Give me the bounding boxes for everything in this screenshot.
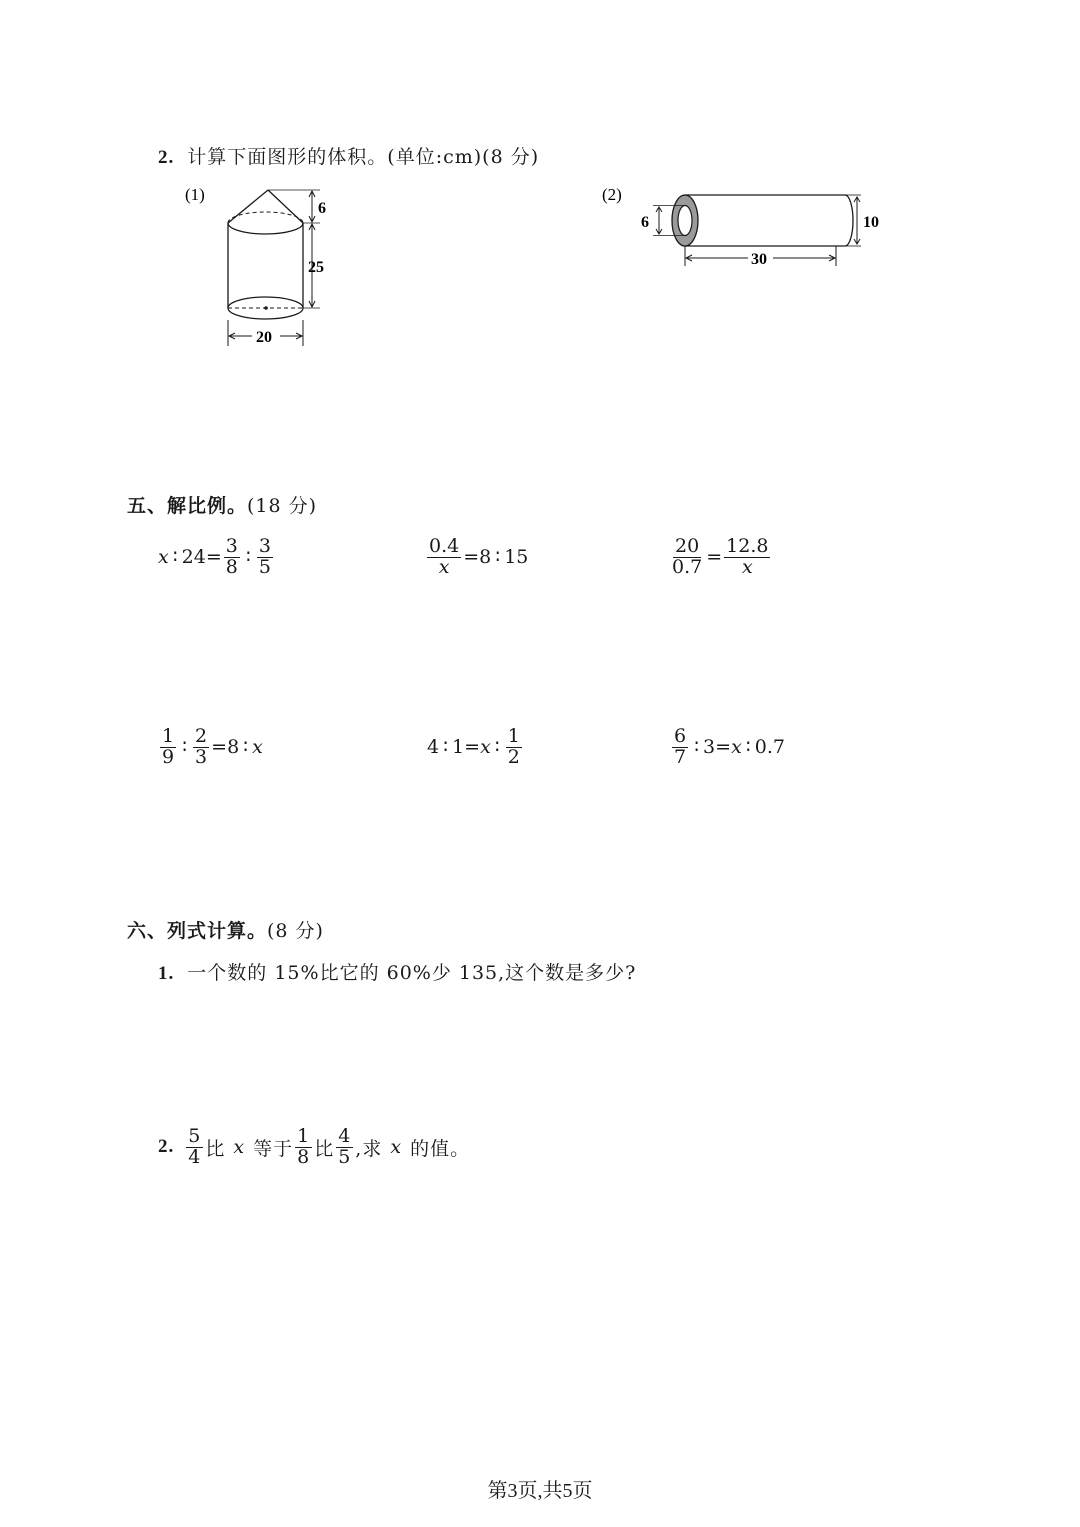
figure-1-label: (1) [185, 185, 205, 204]
fraction [506, 727, 522, 768]
section-5-heading [127, 491, 317, 518]
question-number: 2. [158, 147, 175, 168]
number: 15 [504, 546, 529, 569]
cylinder-height-label: 25 [308, 259, 324, 276]
page-footer: 第3页,共5页 [487, 1480, 593, 1502]
bottom-center-dot [264, 306, 268, 310]
variable-x: x [390, 1136, 403, 1159]
variable-x: x [480, 736, 491, 759]
question-text: 一个数的 15%比它的 60%少 135,这个数是多少? [187, 962, 637, 984]
denominator: 5 [338, 1145, 352, 1168]
numerator: 6 [674, 725, 687, 747]
numerator: 0.4 [429, 535, 460, 557]
question-text: 计算下面图形的体积。(单位:cm)(8 分) [187, 146, 540, 168]
fraction [160, 727, 176, 768]
numerator: 1 [297, 1125, 311, 1147]
number: 8 [227, 736, 240, 759]
inner-diameter-label: 6 [641, 214, 649, 231]
number: 24 [181, 546, 206, 569]
figure-hollow-cylinder [595, 180, 895, 275]
ratio-sign: ∶ [182, 736, 188, 759]
numerator: 12.8 [726, 535, 769, 557]
variable-x: x [158, 546, 169, 569]
section-6-points: (8 分) [267, 920, 324, 942]
denominator: x [741, 555, 753, 578]
proportion-eq-4 [158, 727, 263, 768]
cone-height-label: 6 [318, 200, 326, 217]
ratio-sign: ∶ [745, 736, 751, 759]
section-6-heading [127, 916, 324, 943]
number: 4 [427, 736, 440, 759]
denominator: x [438, 555, 450, 578]
numerator: 3 [225, 535, 238, 557]
proportion-eq-6 [670, 727, 785, 768]
fraction [336, 1127, 353, 1168]
fraction [193, 727, 209, 768]
number: 8 [479, 546, 492, 569]
variable-x: x [233, 1136, 246, 1159]
ratio-sign: ∶ [494, 736, 500, 759]
denominator: 4 [188, 1145, 202, 1168]
length-label: 30 [751, 251, 767, 268]
diameter-label: 20 [256, 329, 272, 346]
text: ,求 [355, 1137, 383, 1160]
numerator: 1 [162, 725, 175, 747]
ratio-sign: ∶ [495, 546, 501, 569]
equals-sign: = [205, 546, 222, 569]
ratio-sign: ∶ [694, 736, 700, 759]
denominator: 7 [674, 745, 687, 768]
proportion-eq-2 [425, 537, 528, 578]
fraction [427, 537, 461, 578]
number: 1 [452, 736, 465, 759]
fraction [670, 537, 704, 578]
ratio-sign: ∶ [245, 546, 251, 569]
fraction [724, 537, 770, 578]
number: 0.7 [754, 736, 785, 759]
pipe-inner-hole [678, 206, 692, 236]
variable-x: x [252, 736, 263, 759]
denominator: 8 [297, 1145, 311, 1168]
denominator: 3 [195, 745, 208, 768]
equals-sign: = [706, 546, 723, 569]
question-number: 2. [158, 1136, 175, 1158]
fraction [257, 537, 273, 578]
section-6-question-1 [158, 958, 636, 985]
denominator: 2 [507, 745, 520, 768]
denominator: 0.7 [672, 555, 703, 578]
ratio-sign: ∶ [243, 736, 249, 759]
denominator: 8 [225, 555, 238, 578]
text: 等于 [253, 1137, 294, 1160]
pipe-right-end [845, 195, 853, 246]
numerator: 1 [507, 725, 520, 747]
question-number: 1. [158, 963, 175, 984]
text: 比 [314, 1137, 335, 1160]
variable-x: x [731, 736, 742, 759]
equals-sign: = [211, 736, 228, 759]
number: 3 [703, 736, 716, 759]
proportion-eq-3 [668, 537, 772, 578]
text: 的值。 [410, 1137, 471, 1160]
section-5-points: (18 分) [247, 495, 318, 517]
cone-left-edge [228, 190, 268, 223]
top-ellipse-front [228, 223, 303, 234]
proportion-eq-1 [158, 537, 275, 578]
numerator: 3 [258, 535, 271, 557]
fraction [672, 727, 688, 768]
cone-right-edge [268, 190, 303, 223]
ratio-sign: ∶ [172, 546, 178, 569]
figure-2-label: (2) [602, 185, 622, 204]
denominator: 9 [162, 745, 175, 768]
equals-sign: = [715, 736, 732, 759]
denominator: 5 [258, 555, 271, 578]
section-6-title: 六、列式计算。 [127, 920, 268, 942]
fraction [224, 537, 240, 578]
numerator: 5 [188, 1125, 202, 1147]
fraction [295, 1127, 312, 1168]
proportion-eq-5 [427, 727, 524, 768]
ratio-sign: ∶ [443, 736, 449, 759]
numerator: 20 [675, 535, 700, 557]
text: 比 [205, 1137, 226, 1160]
numerator: 4 [338, 1125, 352, 1147]
question-2-heading [158, 142, 539, 169]
equals-sign: = [463, 546, 480, 569]
section-6-question-2 [158, 1127, 470, 1168]
outer-diameter-label: 10 [863, 214, 879, 231]
section-5-title: 五、解比例。 [127, 495, 248, 517]
numerator: 2 [195, 725, 208, 747]
fraction [186, 1127, 203, 1168]
equals-sign: = [464, 736, 481, 759]
figure-cylinder-cone [170, 180, 350, 355]
